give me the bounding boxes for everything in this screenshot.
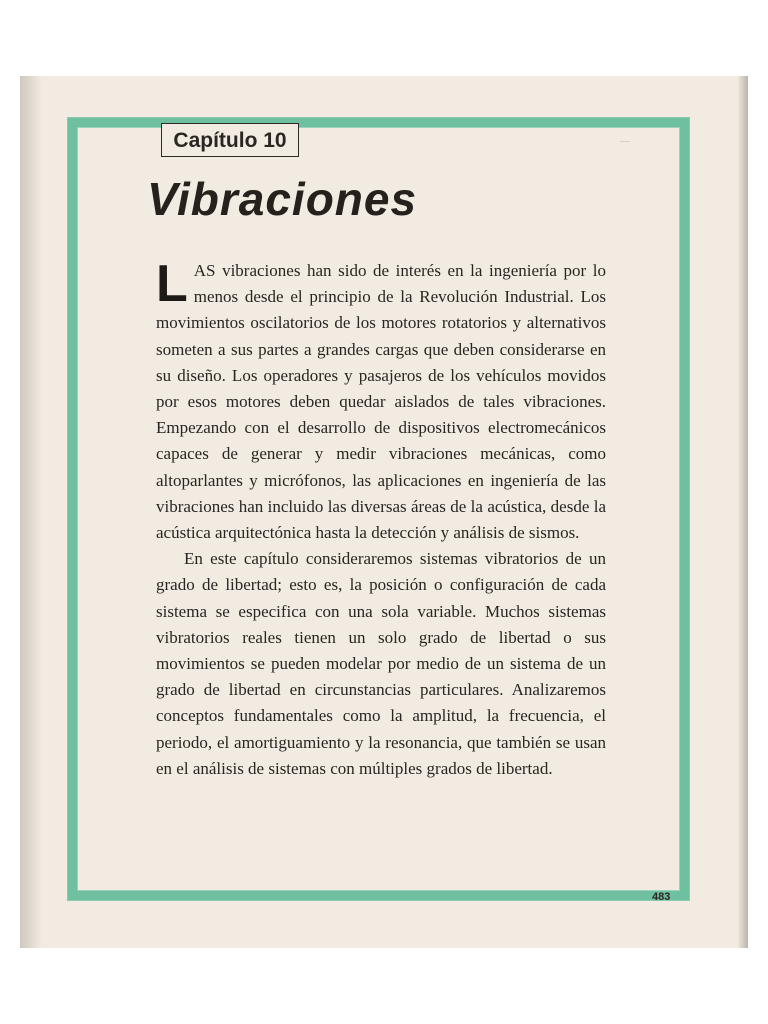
chapter-title: Vibraciones bbox=[147, 173, 418, 225]
paragraph-1-text: AS vibraciones han sido de interés en la ingeniería por lo menos desde el principio de la Revolución Industrial. Los movimientos oscilatorios de los motores rotatorios y alternativos someten a sus partes a grandes cargas que deben considerarse en su diseño. Los operadores y pasajeros de los vehículos movidos por esos motores deben quedar aislados de tales vibraciones. Empezando con el desarrollo de dispositivos electromecánicos capaces de generar y medir vibraciones mecánicas, como altoparlantes y micrófonos, las aplicaciones en ingeniería de las vibraciones han incluido las diversas áreas de la acústica, desde la acústica arquitectónica hasta la detección y análisis de sismos. bbox=[156, 261, 606, 543]
chapter-intro-text bbox=[156, 255, 606, 782]
paragraph-2: En este capítulo consideraremos sistemas vibratorios de un grado de libertad; esto es, la posición o configuración de cada sistema se especifica con una sola variable. Muchos sistemas vibratorios reales tienen un solo grado de libertad o sus movimientos se pueden modelar por medio de un sistema de un grado de libertad en circunstancias particulares. Analizaremos conceptos fundamentales como la amplitud, la frecuencia, el periodo, el amortiguamiento y la resonancia, que también se usan en el análisis de sistemas con múltiples grados de libertad. bbox=[156, 549, 606, 778]
bleed-through-mark: — bbox=[620, 136, 630, 147]
scanned-page bbox=[20, 76, 748, 948]
drop-cap: L bbox=[156, 255, 188, 313]
page-number: 483 bbox=[652, 891, 671, 903]
paragraph-1 bbox=[156, 255, 606, 546]
chapter-label: Capítulo 10 bbox=[161, 123, 299, 157]
